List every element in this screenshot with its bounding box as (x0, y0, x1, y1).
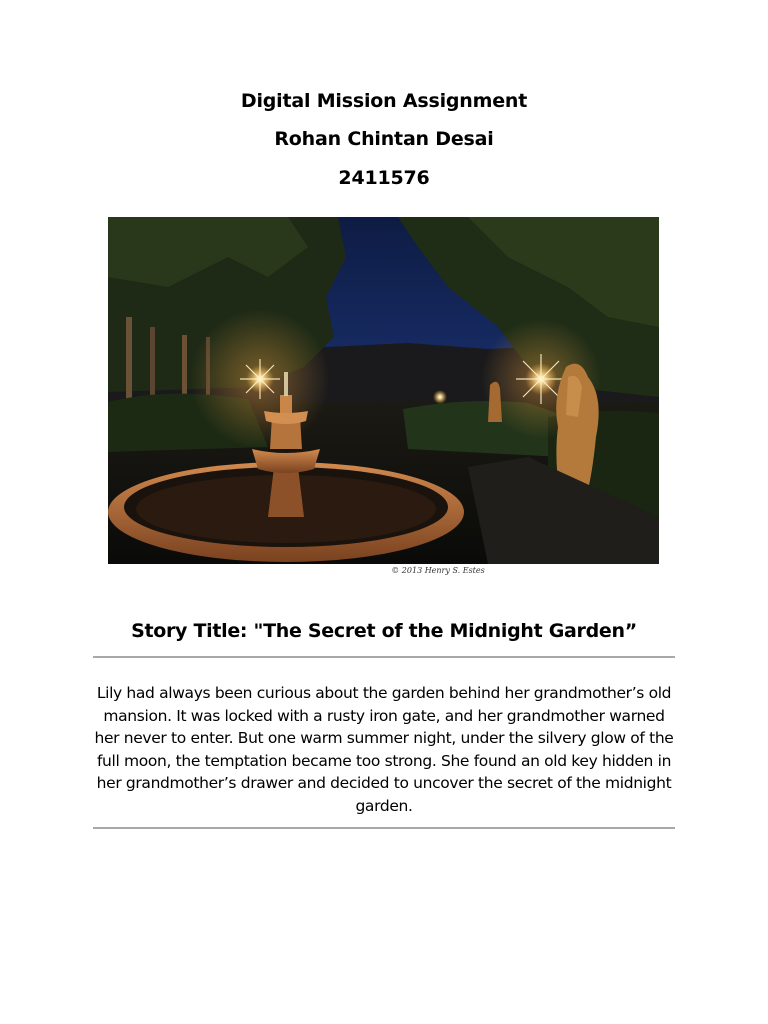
story-body: Lily had always been curious about the garden behind her grandmother’s old mansion. It was locked with a rusty iron gate, and her grandmother warned her never to enter. But one warm summer night, under the silvery glow of the full moon, the temptation became too strong. She found an old key hidden in her grandmother’s drawer and decided to uncover the secret of the midnight garden. (94, 684, 674, 815)
document-title: Digital Mission Assignment (240, 90, 528, 112)
divider-bottom (93, 827, 675, 829)
student-id: 2411576 (338, 167, 430, 189)
story-title: Story Title: "The Secret of the Midnight Garden” (131, 620, 637, 642)
story-illustration (103, 211, 664, 578)
photo-credit: © 2013 Henry S. Estes (391, 566, 485, 575)
author-name: Rohan Chintan Desai (274, 128, 494, 150)
night-garden-fountain-image (108, 217, 659, 564)
divider-top (93, 656, 675, 658)
